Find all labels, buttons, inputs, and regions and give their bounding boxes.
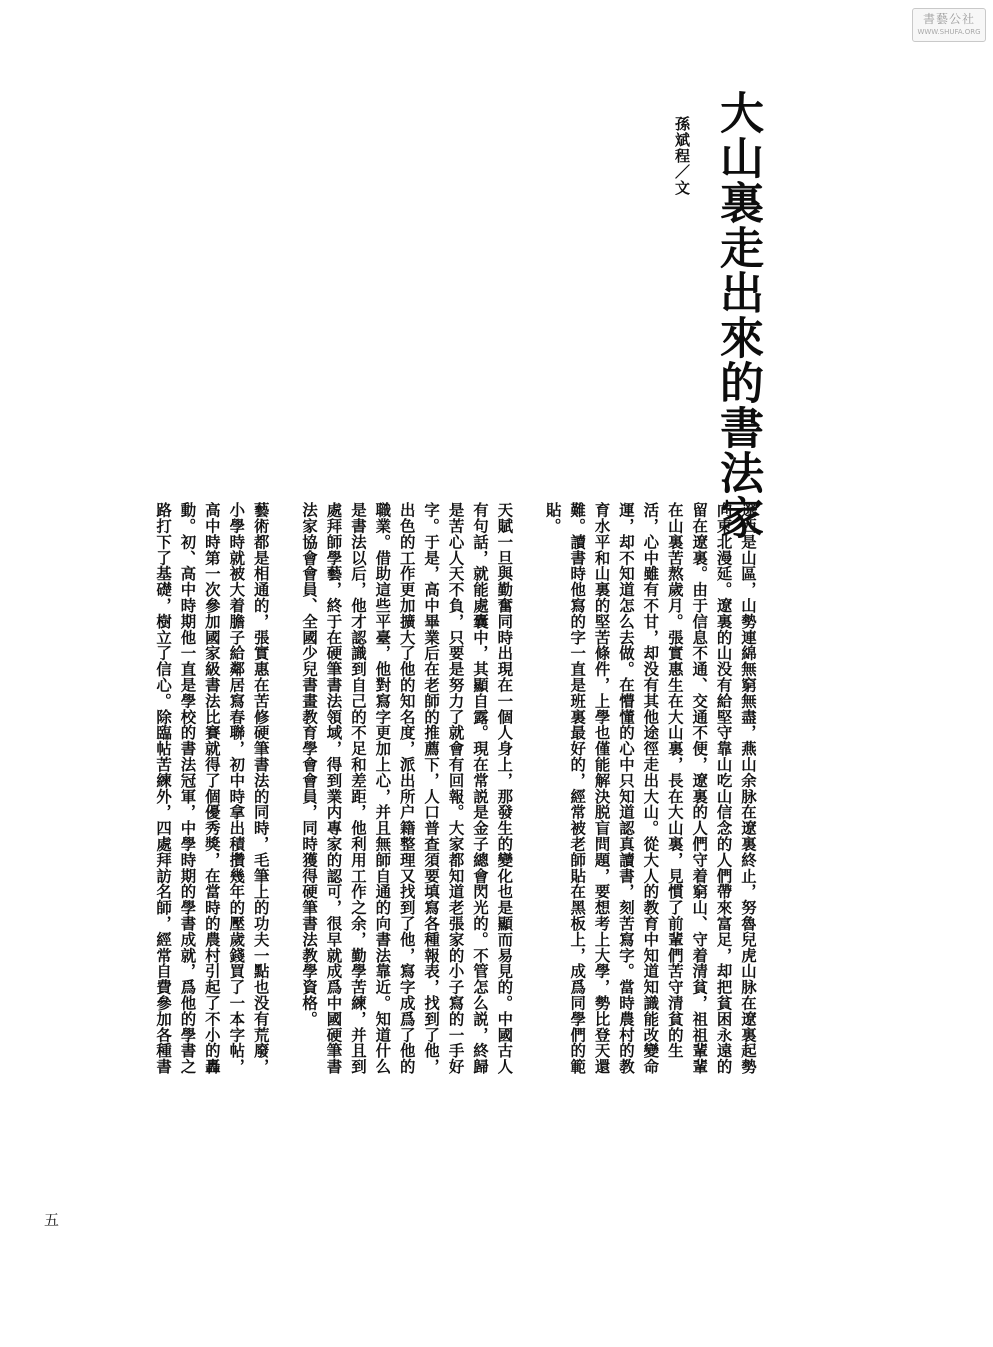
site-watermark-logo	[912, 8, 986, 42]
watermark-url: WWW.SHUFA.ORG	[917, 28, 981, 36]
page-number: 五	[44, 1211, 60, 1229]
watermark-logo-text: 書藝公社	[922, 12, 975, 26]
article-author: 孫斌程／文	[673, 116, 691, 196]
article-body	[82, 502, 760, 1082]
article-title: 大山裏走出來的書法家	[712, 90, 763, 540]
body-paragraph: 藝術都是相通的，張實惠在苦修硬筆書法的同時，毛筆上的功夫一點也没有荒廢，小學時就被大着膽子給鄰居寫春聯，初中時拿出積攢幾年的壓歲錢買了一本字帖，高中時第一次參加國家級書法比賽就得了個優秀獎，在當時的農村引起了不小的轟動。初、高中時期他一直是學校的書法冠軍，中學時期的學書成就，爲他的學書之路打下了基礎，樹立了信心。除臨帖苦練外，四處拜訪名師，經常自費參加各種書	[154, 502, 270, 1075]
body-paragraph: 天賦一旦與勤奮同時出現在一個人身上，那發生的變化也是顯而易見的。中國古人有句話，就能處囊中，其顯自露。現在常説是金子總會閃光的。不管怎么説，終歸是苦心人天不負，只要是努力了就會有回報。大家都知道老張家的小子寫的一手好字。于是，高中畢業后在老師的推薦下，人口普查須要填寫各種報表，找到了他，出色的工作更加擴大了他的知名度，派出所户籍整理又找到了他，寫字成爲了他的職業。借助這些平臺，他對寫字更加上心，并且無師自通的向書法靠近。知道什么是書法以后，他才認識到自己的不足和差距，他利用工作之余，勤學苦練，并且到處拜師學藝，終于在硬筆書法領域，得到業内專家的認可，很早就成爲中國硬筆書法家協會會員、全國少兒書畫教育學會會員，同時獲得硬筆書法教學資格。	[300, 502, 514, 1075]
body-paragraph: 遼西是山區，山勢連綿無窮無盡，燕山余脉在遼裏終止，努魯兒虎山脉在遼裏起勢向東北漫延。遼裏的山没有給堅守靠山吃山信念的人們帶來富足，却把貧困永遠的留在遼裏。由于信息不通、交通不便，遼裏的人們守着窮山、守着清貧，祖祖輩輩在山裏苦熬歲月。張實惠生在大山裏，長在大山裏，見慣了前輩們苦守清貧的生活，心中雖有不甘，却没有其他途徑走出大山。從大人的教育中知道知識能改變命運，却不知道怎么去做。在懵懂的心中只知道認真讀書，刻苦寫字。當時農村的教育水平和山裏的堅苦條件，上學也僅能解決脱盲問題，要想考上大學，勢比登天還難。讀書時他寫的字一直是班裏最好的，經常被老師貼在黑板上，成爲同學們的範貼。	[543, 502, 757, 1075]
